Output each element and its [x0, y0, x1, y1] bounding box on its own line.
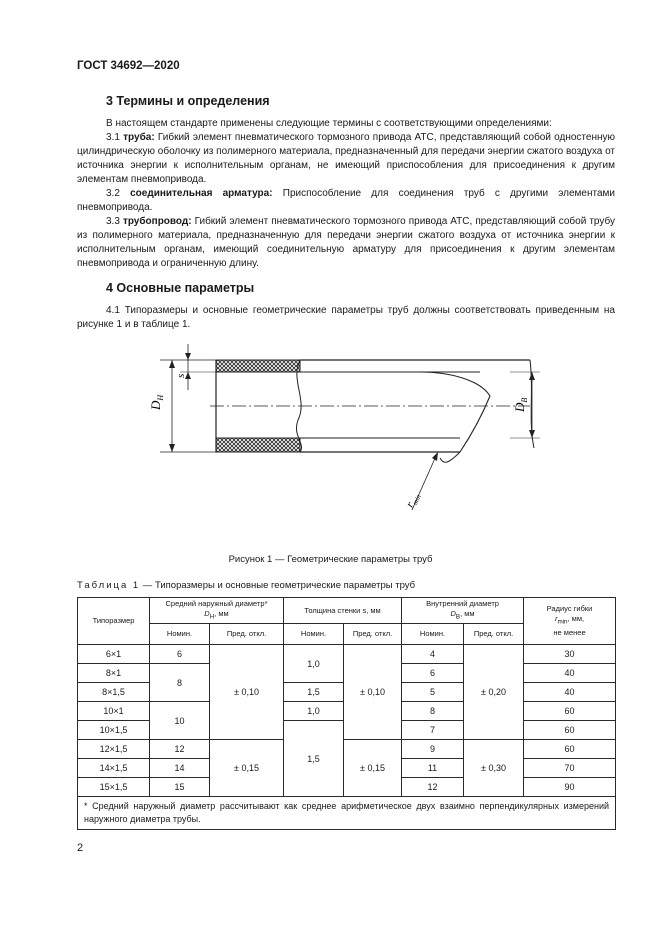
- term-definition: Приспособление для соединения труб с другими элементами пневмопривода.: [77, 188, 615, 213]
- subheader-nominal: Номин.: [284, 624, 344, 645]
- dh-label: $D_H$: [148, 394, 165, 410]
- cell-size: 8×1: [78, 664, 150, 683]
- cell-size: 12×1,5: [78, 740, 150, 759]
- cell-s: 1,0: [284, 702, 344, 721]
- db-label: $D_B$: [512, 397, 529, 412]
- table-caption: [77, 580, 415, 591]
- document-code: ГОСТ 34692—2020: [77, 60, 180, 72]
- cell-size: 15×1,5: [78, 778, 150, 797]
- cell-dn-tolerance: ± 0,15: [210, 740, 284, 797]
- term-3-3: 3.3 трубопровод: Гибкий элемент пневматического тормозного привода АТС, представляющий собой трубу из полимерного материала, предназначенную для передачи энергии сжатого воздуха от источника энергии к исполнительным органам, имеющий соединительную арматуру для присоединения к другим элементам пневмопривода и ограниченную длину.: [77, 216, 615, 269]
- pipe-bend-end: [440, 452, 460, 462]
- cell-db: 4: [402, 645, 464, 664]
- cell-size: 8×1,5: [78, 683, 150, 702]
- term-name: соединительная арматура: [130, 188, 270, 199]
- cell-db: 11: [402, 759, 464, 778]
- paragraph-4-1: 4.1 Типоразмеры и основные геометрические параметры труб должны соответствовать приведенным на рисунке 1 и в таблице 1.: [77, 305, 615, 330]
- cell-db: 6: [402, 664, 464, 683]
- subheader-nominal: Номин.: [402, 624, 464, 645]
- cell-db: 8: [402, 702, 464, 721]
- r-arrow: [432, 452, 438, 461]
- term-definition: Гибкий элемент пневматического тормозного привода АТС, представляющий собой трубу из полимерного материала, предназначенную для передачи энергии сжатого воздуха от источника энергии к исполнительным органам, имеющий соединительную арматуру для присоединения к другим элементам пневмопривода и ограниченную длину.: [77, 216, 615, 269]
- term-name: трубопровод: [122, 216, 189, 227]
- cell-s: 1,0: [284, 645, 344, 683]
- cell-db: 7: [402, 721, 464, 740]
- term-number: 3.2: [106, 188, 120, 199]
- term-number: 3.1: [106, 132, 120, 143]
- table-row: [78, 645, 616, 664]
- cell-s-tolerance: ± 0,15: [344, 740, 402, 797]
- cell-db-tolerance: ± 0,20: [464, 645, 524, 740]
- subheader-tolerance: Пред. откл.: [210, 624, 284, 645]
- table-header-row: [78, 598, 616, 624]
- cell-dn: 14: [150, 759, 210, 778]
- table-footnote-row: [78, 797, 616, 830]
- subheader-tolerance: Пред. откл.: [464, 624, 524, 645]
- cell-size: 6×1: [78, 645, 150, 664]
- header-size: Типоразмер: [78, 598, 150, 645]
- cell-size: 10×1: [78, 702, 150, 721]
- cell-size: 14×1,5: [78, 759, 150, 778]
- cell-db: 12: [402, 778, 464, 797]
- cell-db-tolerance: ± 0,30: [464, 740, 524, 797]
- term-number: 3.3: [106, 216, 120, 227]
- term-definition: Гибкий элемент пневматического тормозного привода АТС, представляющий собой одностенную цилиндрическую оболочку из полимерного материала, предназначенный для передачи энергии сжатого воздуха от источника энергии к исполнительным органам, не имеющий приспособления для присоединения к другим элементам пневмопривода.: [77, 132, 616, 185]
- pipe-wall-top-section: [216, 360, 300, 372]
- subheader-tolerance: Пред. откл.: [344, 624, 402, 645]
- cell-s-tolerance: ± 0,10: [344, 645, 402, 740]
- section-3-title: 3 Термины и определения: [106, 94, 270, 108]
- cell-dn: 10: [150, 702, 210, 740]
- pipe-bend-curve: [420, 372, 490, 452]
- pipe-geometry-figure: [150, 340, 550, 540]
- table-caption-word: Таблица 1: [77, 580, 141, 591]
- cell-r: 40: [524, 683, 616, 702]
- header-outer-diameter: Средний наружный диаметр* $D_H$, мм: [150, 598, 284, 624]
- header-bend-radius: Радиус гибки $r_{min}$, мм, не менее: [524, 598, 616, 645]
- term-name: труба: [123, 132, 152, 143]
- cell-s: 1,5: [284, 683, 344, 702]
- section-3-intro: В настоящем стандарте применены следующие термины с соответствующими определениями:: [106, 118, 552, 129]
- cell-r: 60: [524, 740, 616, 759]
- pipe-wall-bottom-section: [216, 438, 300, 452]
- cell-r: 90: [524, 778, 616, 797]
- cell-dn: 15: [150, 778, 210, 797]
- term-3-2: 3.2 соединительная арматура: Приспособление для соединения труб с другими элементами пневмопривода.: [77, 188, 615, 213]
- page-number: 2: [77, 842, 84, 854]
- cell-dn: 6: [150, 645, 210, 664]
- table-row: [78, 740, 616, 759]
- table-footnote: * Средний наружный диаметр рассчитывают как среднее арифметическое двух взаимно перпендикулярных измерений наружного диаметра трубы.: [78, 797, 616, 830]
- subheader-nominal: Номин.: [150, 624, 210, 645]
- cell-dn: 12: [150, 740, 210, 759]
- cell-r: 60: [524, 702, 616, 721]
- cell-r: 60: [524, 721, 616, 740]
- figure-caption: Рисунок 1 — Геометрические параметры труб: [228, 554, 433, 565]
- cell-dn: 8: [150, 664, 210, 702]
- table-caption-text: — Типоразмеры и основные геометрические параметры труб: [140, 580, 416, 591]
- section-4-title: 4 Основные параметры: [106, 281, 255, 295]
- cell-s: 1,5: [284, 721, 344, 797]
- cell-r: 70: [524, 759, 616, 778]
- term-3-1: 3.1 труба: Гибкий элемент пневматического тормозного привода АТС, представляющий собой одностенную цилиндрическую оболочку из полимерного материала, предназначенный для передачи энергии сжатого воздуха от источника энергии к исполнительным органам, не имеющий приспособления для присоединения к другим элементам пневмопривода.: [77, 132, 616, 185]
- header-wall-thickness: Толщина стенки s, мм: [284, 598, 402, 624]
- cell-dn-tolerance: ± 0,10: [210, 645, 284, 740]
- cell-r: 40: [524, 664, 616, 683]
- cell-db: 5: [402, 683, 464, 702]
- section-3-body: [77, 117, 615, 271]
- pipe-parameters-table: [77, 597, 616, 830]
- cell-db: 9: [402, 740, 464, 759]
- s-label: s: [175, 373, 187, 378]
- cell-size: 10×1,5: [78, 721, 150, 740]
- header-inner-diameter: Внутренний диаметр $D_B$, мм: [402, 598, 524, 624]
- r-min-label: $r_{min}$: [403, 493, 423, 510]
- section-4-body: [77, 304, 615, 332]
- cell-r: 30: [524, 645, 616, 664]
